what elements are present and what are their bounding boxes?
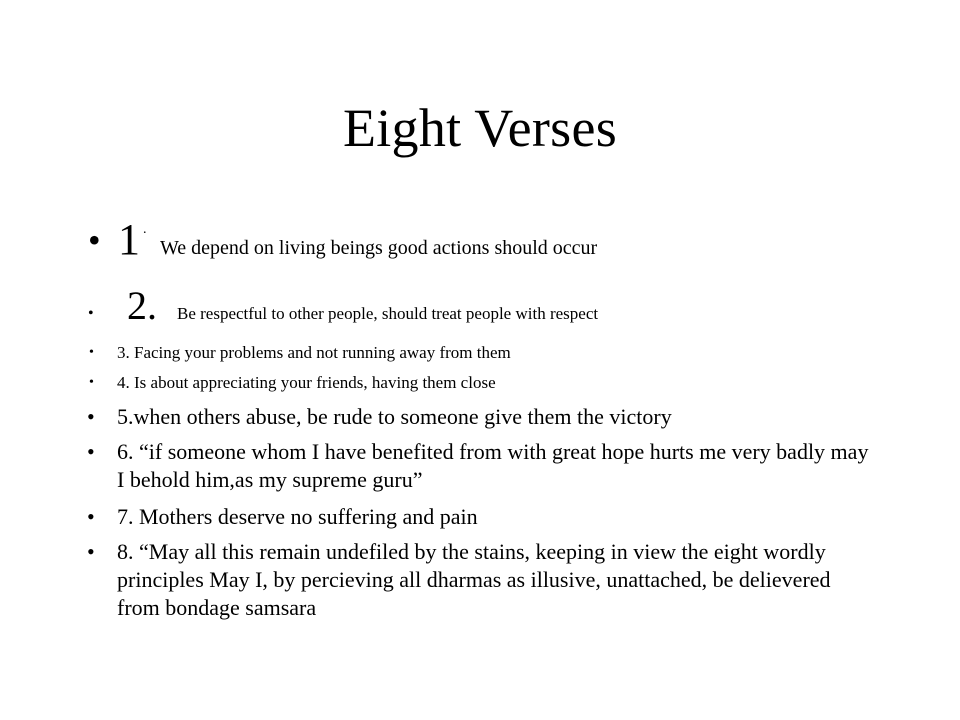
verse-number-separator: . — [143, 222, 147, 237]
verse-text: Be respectful to other people, should treat people with respect — [177, 304, 599, 323]
verse-text: 3. Facing your problems and not running away from them — [117, 343, 511, 362]
bullet-icon: • — [89, 345, 94, 360]
slide-title: Eight Verses — [342, 98, 618, 158]
bullet-icon: • — [87, 404, 95, 429]
verse-text: 6. “if someone whom I have benefited from with great hope hurts me very badly may I behold him,as my supreme guru” — [117, 439, 869, 492]
bullet-icon: • — [87, 439, 95, 464]
bullet-icon: • — [87, 504, 95, 529]
verse-text: 7. Mothers deserve no suffering and pain — [117, 504, 478, 529]
bullet-icon: • — [88, 305, 94, 322]
verse-text: We depend on living beings good actions should occur — [160, 237, 598, 259]
bullet-icon: • — [89, 375, 94, 390]
verse-text: 8. “May all this remain undefiled by the stains, keeping in view the eight wordly principles May I, by percieving all dharmas as illusive, unattached, be delievered from bondage samsara — [117, 539, 831, 620]
verse-text: 5.when others abuse, be rude to someone give them the victory — [117, 404, 672, 429]
bullet-icon: • — [87, 539, 95, 564]
verse-number: 2. — [127, 283, 157, 328]
verse-number: 1 — [118, 215, 140, 264]
bullet-icon: • — [88, 220, 101, 260]
verse-text: 4. Is about appreciating your friends, having them close — [117, 373, 496, 392]
